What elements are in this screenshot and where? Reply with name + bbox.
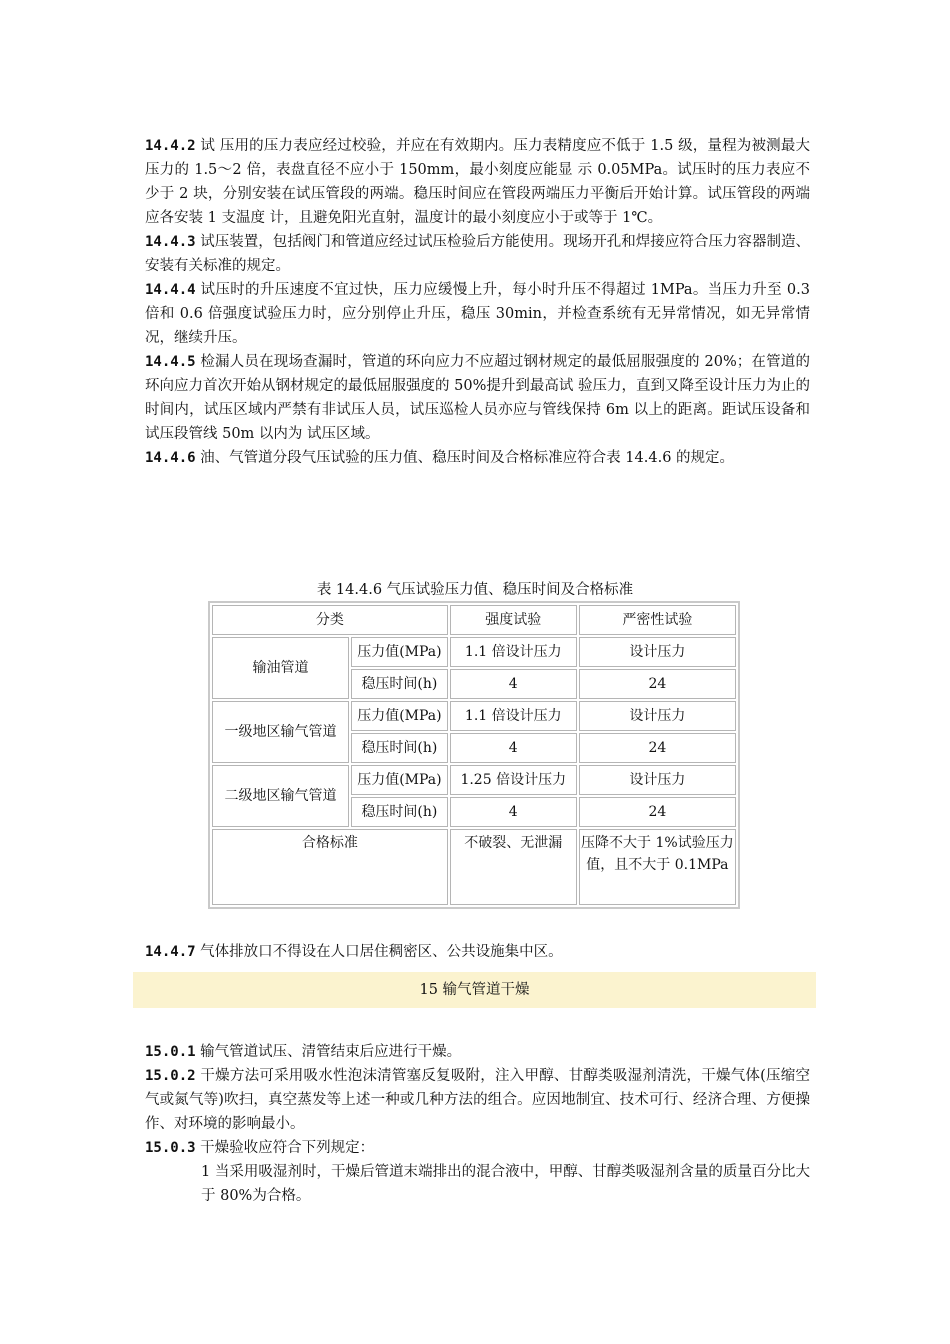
clause-14-4-7: [145, 940, 810, 964]
strength-value: 1.1 倍设计压力: [450, 701, 577, 731]
clause-number: 14.4.4: [145, 282, 196, 298]
tightness-value: 24: [579, 797, 736, 827]
clause-text: 油、气管道分段气压试验的压力值、稳压时间及合格标准应符合表 14.4.6 的规定。: [195, 450, 735, 466]
clause-number: 14.4.5: [145, 354, 196, 370]
clause-number: 14.4.2: [145, 138, 196, 154]
criteria-strength: 不破裂、无泄漏: [450, 829, 577, 905]
table-row: [212, 701, 736, 731]
group-name: 输油管道: [212, 637, 349, 699]
criteria-label: 合格标准: [212, 829, 448, 905]
clause-14-4-2: [145, 134, 810, 230]
clause-15-0-3-item-1: 1 当采用吸湿剂时，干燥后管道末端排出的混合液中，甲醇、甘醇类吸湿剂含量的质量百分比大于 80%为合格。: [201, 1164, 810, 1204]
clause-text: 气体排放口不得设在人口居住稠密区、公共设施集中区。: [195, 944, 563, 960]
tightness-value: 设计压力: [579, 701, 736, 731]
row-label: 压力值(MPa): [351, 701, 448, 731]
row-label: 稳压时间(h): [351, 797, 448, 827]
tightness-value: 24: [579, 669, 736, 699]
clause-14-4-4: [145, 278, 810, 350]
clause-number: 15.0.2: [145, 1068, 196, 1084]
pressure-test-table-container: [208, 601, 740, 909]
header-category: 分类: [212, 605, 448, 635]
clause-14-4-5: [145, 350, 810, 446]
row-label: 压力值(MPa): [351, 637, 448, 667]
clause-15-0-2: [145, 1064, 810, 1136]
clause-number: 14.4.3: [145, 234, 196, 250]
table-caption: 表 14.4.6 气压试验压力值、稳压时间及合格标准: [316, 582, 634, 598]
clause-text: 干燥验收应符合下列规定：: [195, 1140, 375, 1156]
row-label: 压力值(MPa): [351, 765, 448, 795]
table-row: [212, 765, 736, 795]
clause-text: 干燥方法可采用吸水性泡沫清管塞反复吸附，注入甲醇、甘醇类吸湿剂清洗，干燥气体(压缩空气或氮气等)吹扫，真空蒸发等上述一种或几种方法的组合。应因地制宜、技术可行、经济合理、方便操作、对环境的影响最小。: [145, 1068, 810, 1132]
clause-text: 检漏人员在现场查漏时，管道的环向应力不应超过钢材规定的最低屈服强度的 20%；在管道的环向应力首次开始从钢材规定的最低屈服强度的 50%提升到最高试 验压力，直到又降至设计压力为止的时间内，试压区域内严禁有非试压人员，试压巡检人员亦应与管线保持 6m 以上的距离。距试压设备和试压段管线 50m 以内为 试压区域。: [145, 354, 810, 442]
clause-number: 15.0.3: [145, 1140, 196, 1156]
strength-value: 4: [450, 797, 577, 827]
tightness-value: 24: [579, 733, 736, 763]
clause-number: 14.4.6: [145, 450, 196, 466]
clause-number: 15.0.1: [145, 1044, 196, 1060]
section-15-paragraphs: [145, 1040, 810, 1208]
group-name: 一级地区输气管道: [212, 701, 349, 763]
clause-text: 试 压用的压力表应经过校验，并应在有效期内。压力表精度应不低于 1.5 级，量程为被测最大压力的 1.5～2 倍，表盘直径不应小于 150mm，最小刻度应能显 示 0.05MPa。试压时的压力表应不少于 2 块，分别安装在试压管段的两端。稳压时间应在管段两端压力平衡后开始计算。试压管段的两端应各安装 1 支温度 计，且避免阳光直射，温度计的最小刻度应小于或等于 1℃。: [145, 138, 810, 226]
header-tightness-test: 严密性试验: [579, 605, 736, 635]
clause-15-0-1: [145, 1040, 810, 1064]
clause-text: 输气管道试压、清管结束后应进行干燥。: [195, 1044, 462, 1060]
clause-14-4-3: [145, 230, 810, 278]
table-header-row: [212, 605, 736, 635]
strength-value: 4: [450, 669, 577, 699]
row-label: 稳压时间(h): [351, 669, 448, 699]
criteria-tightness: 压降不大于 1%试验压力值，且不大于 0.1MPa: [579, 829, 736, 905]
group-name: 二级地区输气管道: [212, 765, 349, 827]
tightness-value: 设计压力: [579, 637, 736, 667]
table-row: [212, 637, 736, 667]
header-strength-test: 强度试验: [450, 605, 577, 635]
clause-number: 14.4.7: [145, 944, 196, 960]
strength-value: 1.1 倍设计压力: [450, 637, 577, 667]
row-label: 稳压时间(h): [351, 733, 448, 763]
tightness-value: 设计压力: [579, 765, 736, 795]
clause-text: 试压时的升压速度不宜过快，压力应缓慢上升，每小时升压不得超过 1MPa。当压力升至 0.3 倍和 0.6 倍强度试验压力时，应分别停止升压，稳压 30min，并检查系统有无异常情况，如无异常情况，继续升压。: [145, 282, 810, 346]
clause-15-0-3: [145, 1136, 810, 1160]
clause-text: 试压装置，包括阀门和管道应经过试压检验后方能使用。现场开孔和焊接应符合压力容器制造、安装有关标准的规定。: [145, 234, 810, 274]
strength-value: 1.25 倍设计压力: [450, 765, 577, 795]
section-15-heading: 15 输气管道干燥: [133, 972, 816, 1008]
section-14-paragraphs: [145, 134, 810, 470]
strength-value: 4: [450, 733, 577, 763]
pressure-test-table: [208, 601, 740, 909]
criteria-row: [212, 829, 736, 905]
clause-14-4-7-container: [145, 940, 810, 964]
clause-14-4-6: [145, 446, 810, 470]
